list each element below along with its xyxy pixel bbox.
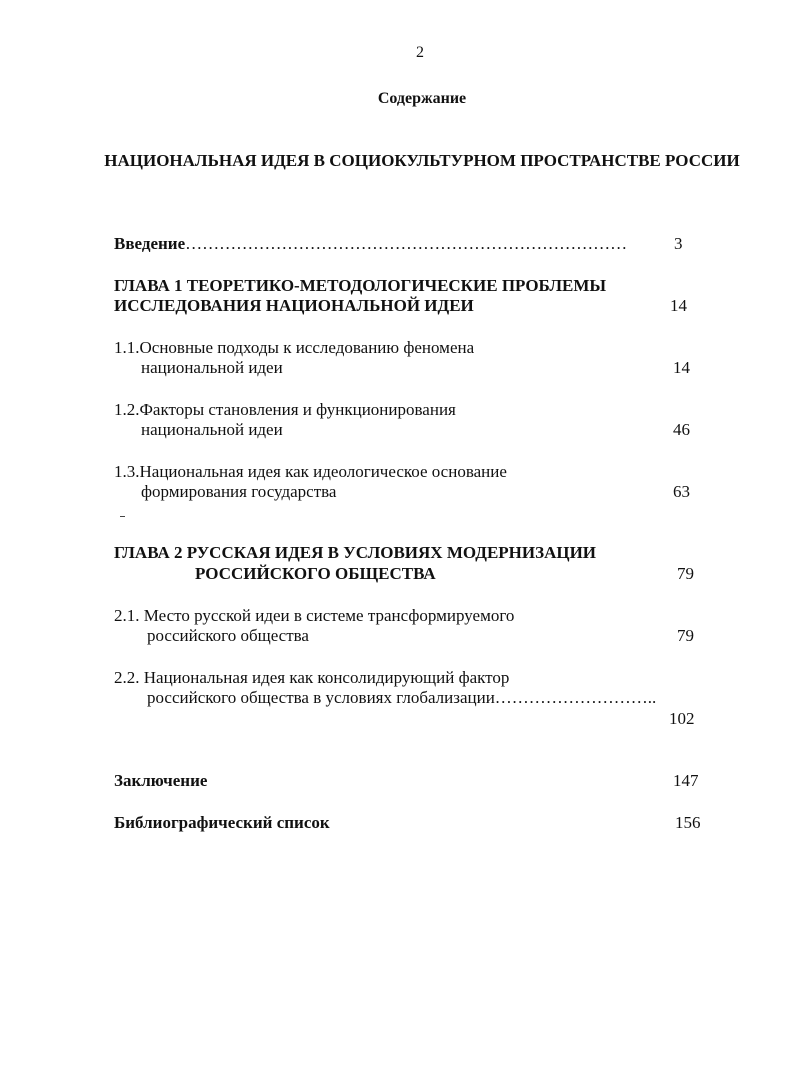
page-ref-1-1: 14 [673, 358, 690, 377]
page-ref-2-1: 79 [677, 626, 694, 645]
toc-entry-1-3-line2[interactable]: формирования государства [141, 482, 337, 501]
toc-entry-1-2-line2[interactable]: национальной идеи [141, 420, 283, 439]
leader-dots: …………………………………………………………………… [185, 234, 628, 253]
page-ref-bibliography: 156 [675, 813, 701, 832]
entry-label: Введение [114, 234, 186, 253]
page-ref-2-2: 102 [669, 709, 695, 728]
toc-entry-chapter1-line2[interactable]: ИССЛЕДОВАНИЯ НАЦИОНАЛЬНОЙ ИДЕИ [114, 296, 474, 315]
toc-entry-2-1-line1[interactable]: 2.1. Место русской идеи в системе трансформируемого [114, 606, 515, 625]
stray-mark [120, 516, 125, 517]
toc-entry-chapter2-line2[interactable]: РОССИЙСКОГО ОБЩЕСТВА [195, 564, 436, 583]
page-ref-1-3: 63 [673, 482, 690, 501]
page-ref-1-2: 46 [673, 420, 690, 439]
toc-entry-1-2-line1[interactable]: 1.2.Факторы становления и функционирования [114, 400, 456, 419]
toc-entry-bibliography[interactable]: Библиографический список [114, 813, 330, 832]
page-ref-chapter2: 79 [677, 564, 694, 583]
toc-entry-2-2-line2[interactable]: российского общества в условиях глобализации……………………….. [147, 688, 657, 707]
toc-entry-chapter1-line1[interactable]: ГЛАВА 1 ТЕОРЕТИКО-МЕТОДОЛОГИЧЕСКИЕ ПРОБЛЕМЫ [114, 276, 607, 295]
page-ref-introduction: 3 [674, 234, 683, 253]
toc-entry-chapter2-line1[interactable]: ГЛАВА 2 РУССКАЯ ИДЕЯ В УСЛОВИЯХ МОДЕРНИЗАЦИИ [114, 543, 597, 562]
document-title: НАЦИОНАЛЬНАЯ ИДЕЯ В СОЦИОКУЛЬТУРНОМ ПРОСТРАНСТВЕ РОССИИ [104, 151, 740, 170]
toc-entry-conclusion[interactable]: Заключение [114, 771, 208, 790]
toc-entry-introduction[interactable] [114, 234, 627, 254]
toc-heading: Содержание [377, 90, 467, 107]
page-ref-conclusion: 147 [673, 771, 699, 790]
toc-entry-1-1-line2[interactable]: национальной идеи [141, 358, 283, 377]
page-ref-chapter1: 14 [670, 296, 687, 315]
toc-entry-1-1-line1[interactable]: 1.1.Основные подходы к исследованию феномена [114, 338, 475, 357]
page-number: 2 [416, 44, 424, 61]
toc-entry-2-2-line1[interactable]: 2.2. Национальная идея как консолидирующий фактор [114, 668, 510, 687]
toc-entry-2-1-line2[interactable]: российского общества [147, 626, 309, 645]
toc-entry-1-3-line1[interactable]: 1.3.Национальная идея как идеологическое основание [114, 462, 507, 481]
